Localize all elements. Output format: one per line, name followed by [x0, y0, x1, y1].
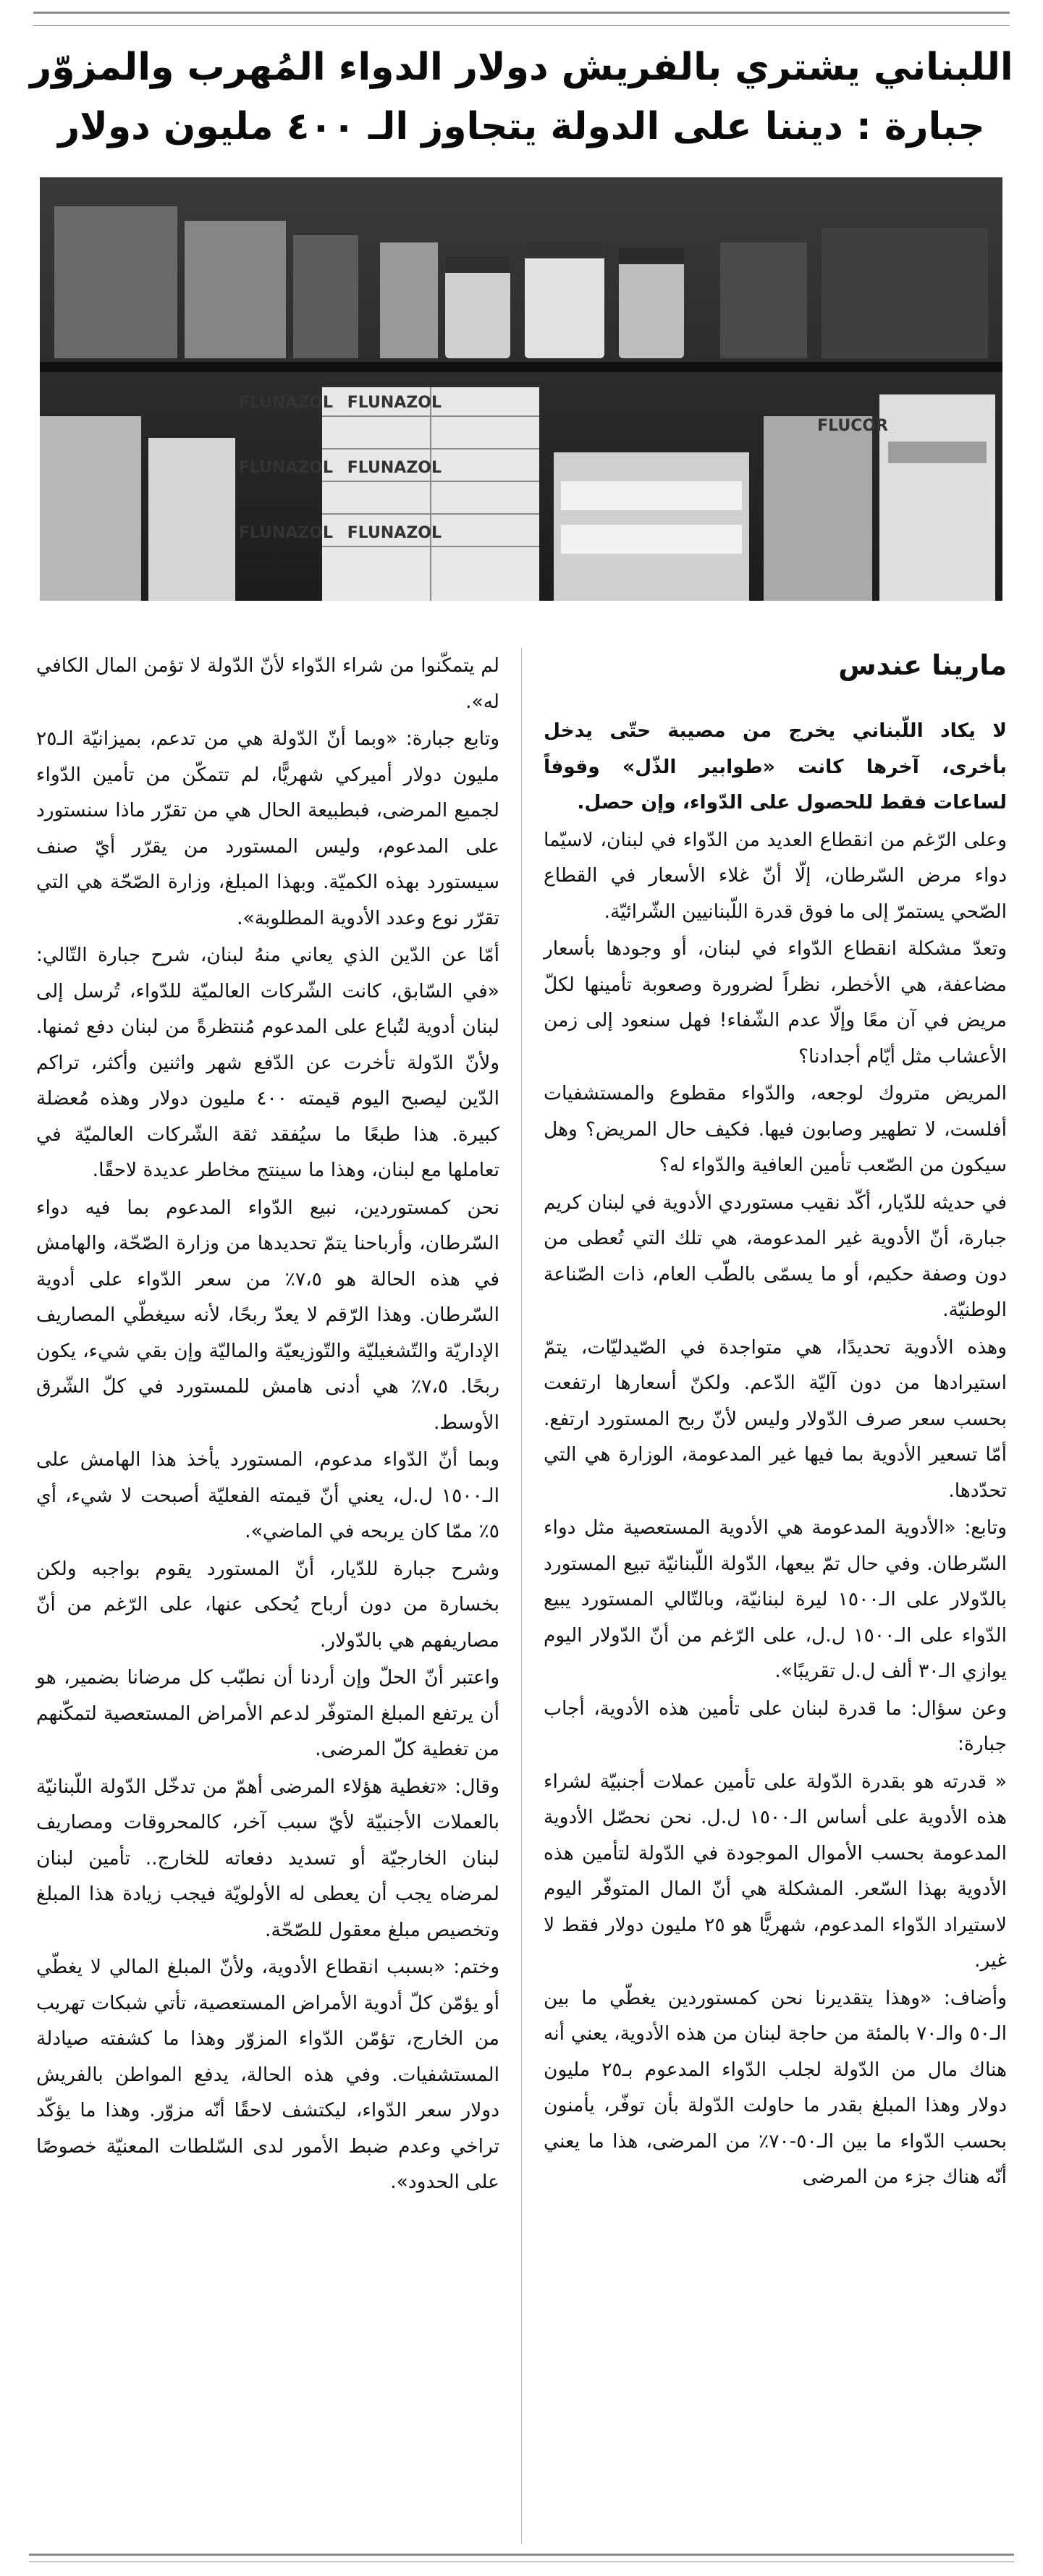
paragraph: نحن كمستوردين، نبيع الدّواء المدعوم بما فيه دواء السّرطان، وأرباحنا يتمّ تحديدها من وزارة الصّحّة، والهامش في هذه الحالة هو ٧،٥٪ من سعر الدّواء على أدوية السّرطان. وهذا الرّقم لا يعدّ ربحًا، لأنه سيغطّي المصاريف الإداريّة والتّشغيليّة والتّوزيعيّة والماليّة وإن بقي شيء، يكون ربحًا. ٧،٥٪ هي أدنى هامش للمستورد في كلّ الشّرق الأوسط.: [36, 1196, 499, 1434]
box-label-7: FLUCOR: [817, 417, 888, 435]
headline-line-1: اللبناني يشتري بالفريش دولار الدواء المُهرب والمزوّر: [30, 46, 1013, 89]
paragraph: وعن سؤال: ما قدرة لبنان على تأمين هذه الأدوية، أجاب جبارة:: [544, 1697, 1007, 1755]
box-label-2: FLUNAZOL: [347, 394, 442, 412]
paragraph: وتعدّ مشكلة انقطاع الدّواء في لبنان، أو وجودها بأسعار مضاعفة، هي الأخطر، نظراً لضرورة وصعوبة تأمينها لكلّ مريض في آن معًا وإلّا عدم الشّفاء! فهل سنعود إلى زمن الأعشاب مثل أيّام أجدادنا؟: [544, 937, 1007, 1068]
left-column: [36, 648, 499, 2202]
paragraph: وقال: «تغطية هؤلاء المرضى أهمّ من تدخّل الدّولة اللّبنانيّة بالعملات الأجنبيّة لأيّ سبب آخر، كالمحروقات ومصاريف لبنان الخارجيّة أو تسديد دفعاته للخارج.. تأمين لبنان لمرضاه يجب أن يعطى له الأولويّة فيجب زيادة هذا المبلغ وتخصيص مبلغ معقول للصّحّة.: [36, 1775, 499, 1941]
right-column: [544, 713, 1007, 2197]
paragraph: أمّا عن الدّين الذي يعاني منهُ لبنان، شرح جبارة التّالي: «في السّابق، كانت الشّركات العالميّة للدّواء، تُرسل إلى لبنان أدوية لتُباع على المدعوم مُنتظرةً من لبنان دفع ثمنها. ولأنّ الدّولة تأخرت عن الدّفع شهر واثنين وأكثر، تراكم الدّين ليصبح اليوم قيمته ٤٠٠ مليون دولار وهذه مُعضلة كبيرة. هذا طبعًا ما سيُفقد ثقة الشّركات العالميّة في تعاملها مع لبنان، وهذا ما سينتج مخاطر عديدة لاحقًا.: [36, 944, 499, 1181]
box-label-1: FLUNAZOL: [238, 394, 333, 412]
paragraph: لا يكاد اللّبناني يخرج من مصيبة حتّى يدخل بأخرى، آخرها كانت «طوابير الذّل» وقوفاً لساعات فقط للحصول على الدّواء، وإن حصل.: [544, 719, 1007, 814]
headline: [29, 38, 1014, 156]
paragraph: وأضاف: «وهذا يتقديرنا نحن كمستوردين يغطّي ما بين الـ٥٠ والـ٧٠ بالمئة من حاجة لبنان من هذه الأدوية، يعني أنه هناك مال من الدّولة لجلب الدّواء المدعوم بـ٢٥ مليون دولار وهذا المبلغ بقدر ما حاولت الدّولة بأن توفّر، يأمنون بحسب الدّواء ما بين الـ٥٠-٧٠٪ من المرضى، هذا ما يعني أنّه هناك جزء من المرضى: [544, 1986, 1008, 2188]
paragraph: واعتبر أنّ الحلّ وإن أردنا أن نطبّب كل مرضانا بضمير، هو أن يرتفع المبلغ المتوفّر لدعم الأمراض المستعصية لتمكّنهم من تغطية كلّ المرضى.: [36, 1666, 499, 1760]
byline: مارينا عندس: [838, 649, 1007, 681]
paragraph: وعلى الرّغم من انقطاع العديد من الدّواء في لبنان، لاسيّما دواء مرض السّرطان، إلّا أنّ غلاء الأسعار في القطاع الصّحي يستمرّ إلى ما فوق قدرة اللّبنانيين الشّرائيّة.: [544, 828, 1007, 923]
paragraph: « قدرته هو بقدرة الدّولة على تأمين عملات أجنبيّة لشراء هذه الأدوية على أساس الـ١٥٠٠ ل.ل. نحن نحصّل الأدوية المدعومة بحسب الأموال الموجودة في الدّولة لتأمين هذه الأدوية بهذا السّعر. المشكلة هي أنّ المال المتوفّر اليوم لاستيراد الدّواء المدعوم، شهريًّا هو ٢٥ مليون دولار فقط لا غير.: [544, 1770, 1007, 1972]
paragraph: وهذه الأدوية تحديدًا، هي متواجدة في الصّيدليّات، يتمّ استيرادها من دون آليّة الدّعم. ولكنّ أسعارها ارتفعت بحسب سعر صرف الدّولار وليس لأنّ ربح المستورد ارتفع. أمّا تسعير الأدوية بما فيها غير المدعومة، الوزارة هي التي تحدّدها.: [544, 1335, 1007, 1502]
top-rule: [33, 12, 1010, 26]
paragraph: وشرح جبارة للدّيار، أنّ المستورد يقوم بواجبه ولكن بخسارة من دون أرباح يُحكى عنها، على الرّغم من أنّ مصاريفهم هي بالدّولار.: [36, 1557, 499, 1652]
bottom-rule: [29, 2554, 1014, 2562]
headline-line-2: جبارة : ديننا على الدولة يتجاوز الـ ٤٠٠ مليون دولار: [58, 105, 985, 148]
paragraph: في حديثه للدّيار، أكّد نقيب مستوردي الأدوية في لبنان كريم جبارة، أنّ الأدوية غير المدعومة، هي تلك التي تُعطى من دون وصفة حكيم، أو ما يسمّى بالطّب العام، ذات الصّناعة الوطنيّة.: [544, 1191, 1007, 1321]
photo-illustration: [40, 177, 1002, 601]
box-label-6: FLUNAZOL: [347, 524, 442, 542]
paragraph: وتابع جبارة: «وبما أنّ الدّولة هي من تدعم، بميزانيّة الـ٢٥ مليون دولار أميركي شهريًّا، لم تتمكّن من تأمين الدّواء لجميع المرضى، فبطبيعة الحال هي من تقرّر ماذا سنستورد على المدعوم، وليس المستورد من يقرّر أيّ صنف سيستورد بهذه الكميّة. وبهذا المبلغ، وزارة الصّحّة هي التي تقرّر نوع وعدد الأدوية المطلوبة».: [36, 727, 499, 929]
paragraph: وختم: «بسبب انقطاع الأدوية، ولأنّ المبلغ المالي لا يغطّي أو يؤمّن كلّ أدوية الأمراض المستعصية، تأتي شبكات تهريب من الخارج، تؤمّن الدّواء المزوّر وهذا ما كشفته صيادلة المستشفيات. وفي هذه الحالة، يدفع المواطن بالفريش دولار سعر الدّواء، ليكتشف لاحقًا أنّه مزوّر. وهذا ما يؤكّد تراخي وعدم ضبط الأمور لدى السّلطات المعنيّة خصوصًا على الحدود».: [36, 1956, 499, 2193]
paragraph: وتابع: «الأدوية المدعومة هي الأدوية المستعصية مثل دواء السّرطان. وفي حال تمّ بيعها، الدّولة اللّبنانيّة تبيع المستورد بالدّولار على الـ١٥٠٠ ليرة لبنانيّة، وبالتّالي المستورد يبيع الدّواء على الـ١٥٠٠ ل.ل، على الرّغم من أنّ الدّولار اليوم يوازي الـ٣٠ ألف ل.ل تقريبًا».: [544, 1516, 1007, 1682]
box-label-4: FLUNAZOL: [347, 459, 442, 477]
column-divider: [521, 648, 522, 2544]
box-label-3: FLUNAZOL: [238, 459, 333, 477]
paragraph: وبما أنّ الدّواء مدعوم، المستورد يأخذ هذا الهامش على الـ١٥٠٠ ل.ل، يعني أنّ قيمته الفعليّة أصبحت لا شيء، أي ٥٪ ممّا كان يربحه في الماضي».: [36, 1448, 499, 1542]
paragraph: لم يتمكّنوا من شراء الدّواء لأنّ الدّولة لا تؤمن المال الكافي له».: [36, 654, 499, 713]
box-label-5: FLUNAZOL: [238, 524, 333, 542]
pharmacy-shelf-photo: [40, 177, 1002, 601]
paragraph: المريض متروك لوجعه، والدّواء مقطوع والمستشفيات أفلست، لا تطهير وصابون فيها. فكيف حال المريض؟ وهل سيكون من الصّعب تأمين العافية والدّواء له؟: [544, 1082, 1007, 1176]
